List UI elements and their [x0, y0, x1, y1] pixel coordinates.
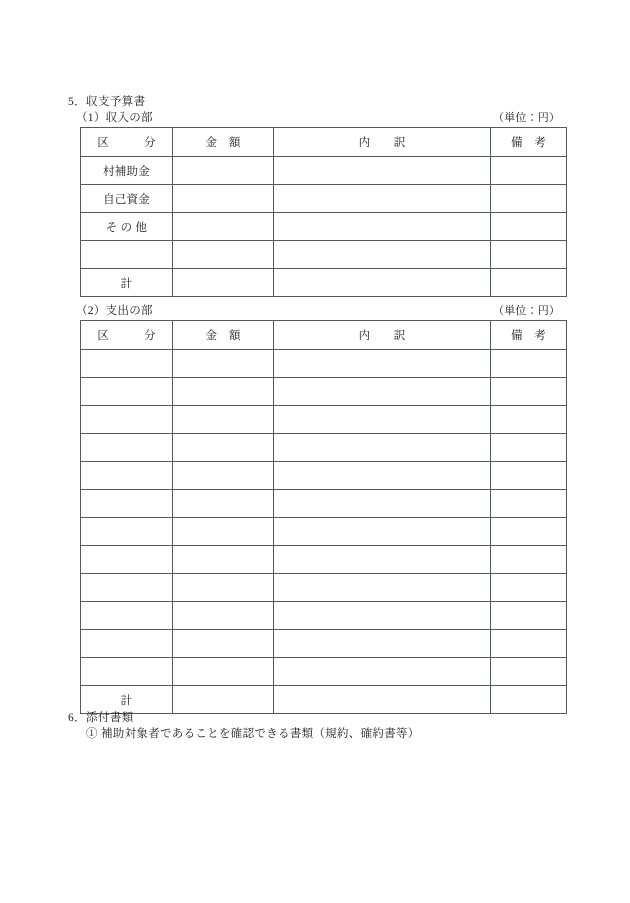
cell-total-label: 計: [81, 686, 173, 714]
cell-bikou[interactable]: [491, 241, 567, 269]
cell-kingaku[interactable]: [173, 434, 274, 462]
cell-bikou[interactable]: [491, 185, 567, 213]
cell-uchiwake[interactable]: [274, 490, 491, 518]
cell-kingaku[interactable]: [173, 157, 274, 185]
table-row: [81, 462, 567, 490]
table-header-row: [81, 128, 567, 157]
table-row: [81, 518, 567, 546]
cell-uchiwake[interactable]: [274, 546, 491, 574]
cell-kubun[interactable]: [81, 658, 173, 686]
cell-kingaku[interactable]: [173, 185, 274, 213]
cell-kingaku[interactable]: [173, 378, 274, 406]
cell-bikou[interactable]: [491, 658, 567, 686]
column-header-bikou: 備 考: [491, 321, 567, 350]
cell-uchiwake[interactable]: [274, 185, 491, 213]
cell-uchiwake[interactable]: [274, 241, 491, 269]
column-header-bikou: 備 考: [491, 128, 567, 157]
cell-uchiwake[interactable]: [274, 462, 491, 490]
cell-bikou[interactable]: [491, 518, 567, 546]
cell-bikou[interactable]: [491, 406, 567, 434]
cell-kingaku[interactable]: [173, 546, 274, 574]
cell-kingaku[interactable]: [173, 658, 274, 686]
cell-kubun: 村補助金: [81, 157, 173, 185]
cell-kubun: 自己資金: [81, 185, 173, 213]
cell-bikou[interactable]: [491, 630, 567, 658]
table-row: [81, 602, 567, 630]
cell-total-bikou[interactable]: [491, 269, 567, 297]
cell-kingaku[interactable]: [173, 518, 274, 546]
cell-kubun[interactable]: [81, 241, 173, 269]
cell-uchiwake[interactable]: [274, 574, 491, 602]
cell-kubun[interactable]: [81, 490, 173, 518]
cell-kubun[interactable]: [81, 546, 173, 574]
table-row: [81, 434, 567, 462]
column-header-uchiwake: 内 訳: [274, 128, 491, 157]
table-total-row: [81, 686, 567, 714]
cell-uchiwake[interactable]: [274, 378, 491, 406]
cell-uchiwake[interactable]: [274, 630, 491, 658]
column-header-kingaku: 金 額: [173, 321, 274, 350]
table-row: [81, 630, 567, 658]
cell-total-kingaku[interactable]: [173, 686, 274, 714]
table-row: [81, 241, 567, 269]
cell-total-kingaku[interactable]: [173, 269, 274, 297]
cell-bikou[interactable]: [491, 574, 567, 602]
cell-kubun[interactable]: [81, 434, 173, 462]
expense-unit-note: （単位：円）: [493, 305, 561, 317]
cell-total-uchiwake[interactable]: [274, 686, 491, 714]
table-total-row: [81, 269, 567, 297]
cell-kubun[interactable]: [81, 574, 173, 602]
income-unit-note: （単位：円）: [493, 112, 561, 124]
cell-uchiwake[interactable]: [274, 602, 491, 630]
income-budget-table: [80, 127, 567, 297]
cell-bikou[interactable]: [491, 434, 567, 462]
cell-uchiwake[interactable]: [274, 157, 491, 185]
table-row: [81, 406, 567, 434]
cell-kubun[interactable]: [81, 518, 173, 546]
cell-uchiwake[interactable]: [274, 350, 491, 378]
column-header-kubun: 区 分: [81, 321, 173, 350]
expense-subheading: （2）支出の部: [76, 305, 153, 317]
cell-uchiwake[interactable]: [274, 658, 491, 686]
cell-kingaku[interactable]: [173, 630, 274, 658]
cell-total-bikou[interactable]: [491, 686, 567, 714]
cell-kingaku[interactable]: [173, 602, 274, 630]
table-row: [81, 658, 567, 686]
expense-budget-table: [80, 320, 567, 714]
column-header-kingaku: 金 額: [173, 128, 274, 157]
cell-kubun[interactable]: [81, 378, 173, 406]
table-row: [81, 185, 567, 213]
cell-bikou[interactable]: [491, 490, 567, 518]
income-subheading: （1）収入の部: [76, 112, 153, 124]
cell-kingaku[interactable]: [173, 213, 274, 241]
cell-kingaku[interactable]: [173, 462, 274, 490]
cell-bikou[interactable]: [491, 157, 567, 185]
cell-bikou[interactable]: [491, 378, 567, 406]
cell-uchiwake[interactable]: [274, 518, 491, 546]
section-5-heading: 5．収支予算書: [68, 96, 146, 108]
column-header-uchiwake: 内 訳: [274, 321, 491, 350]
table-row: [81, 157, 567, 185]
cell-bikou[interactable]: [491, 213, 567, 241]
cell-kingaku[interactable]: [173, 574, 274, 602]
table-header-row: [81, 321, 567, 350]
table-row: [81, 350, 567, 378]
cell-kubun[interactable]: [81, 602, 173, 630]
attachment-item-1: ① 補助対象者であることを確認できる書類（規約、確約書等）: [86, 728, 420, 740]
table-row: [81, 574, 567, 602]
cell-kubun[interactable]: [81, 630, 173, 658]
cell-kingaku[interactable]: [173, 350, 274, 378]
cell-kingaku[interactable]: [173, 241, 274, 269]
cell-bikou[interactable]: [491, 350, 567, 378]
cell-total-uchiwake[interactable]: [274, 269, 491, 297]
cell-kubun[interactable]: [81, 406, 173, 434]
table-row: [81, 546, 567, 574]
column-header-kubun: 区 分: [81, 128, 173, 157]
cell-uchiwake[interactable]: [274, 213, 491, 241]
cell-uchiwake[interactable]: [274, 406, 491, 434]
cell-kubun[interactable]: [81, 350, 173, 378]
cell-uchiwake[interactable]: [274, 434, 491, 462]
cell-bikou[interactable]: [491, 602, 567, 630]
table-row: [81, 213, 567, 241]
cell-kubun[interactable]: [81, 462, 173, 490]
cell-total-label: 計: [81, 269, 173, 297]
cell-kingaku[interactable]: [173, 406, 274, 434]
cell-kingaku[interactable]: [173, 490, 274, 518]
table-row: [81, 378, 567, 406]
section-6-heading: 6．添付書類: [68, 712, 134, 724]
cell-kubun: そ の 他: [81, 213, 173, 241]
cell-bikou[interactable]: [491, 546, 567, 574]
cell-bikou[interactable]: [491, 462, 567, 490]
table-row: [81, 490, 567, 518]
